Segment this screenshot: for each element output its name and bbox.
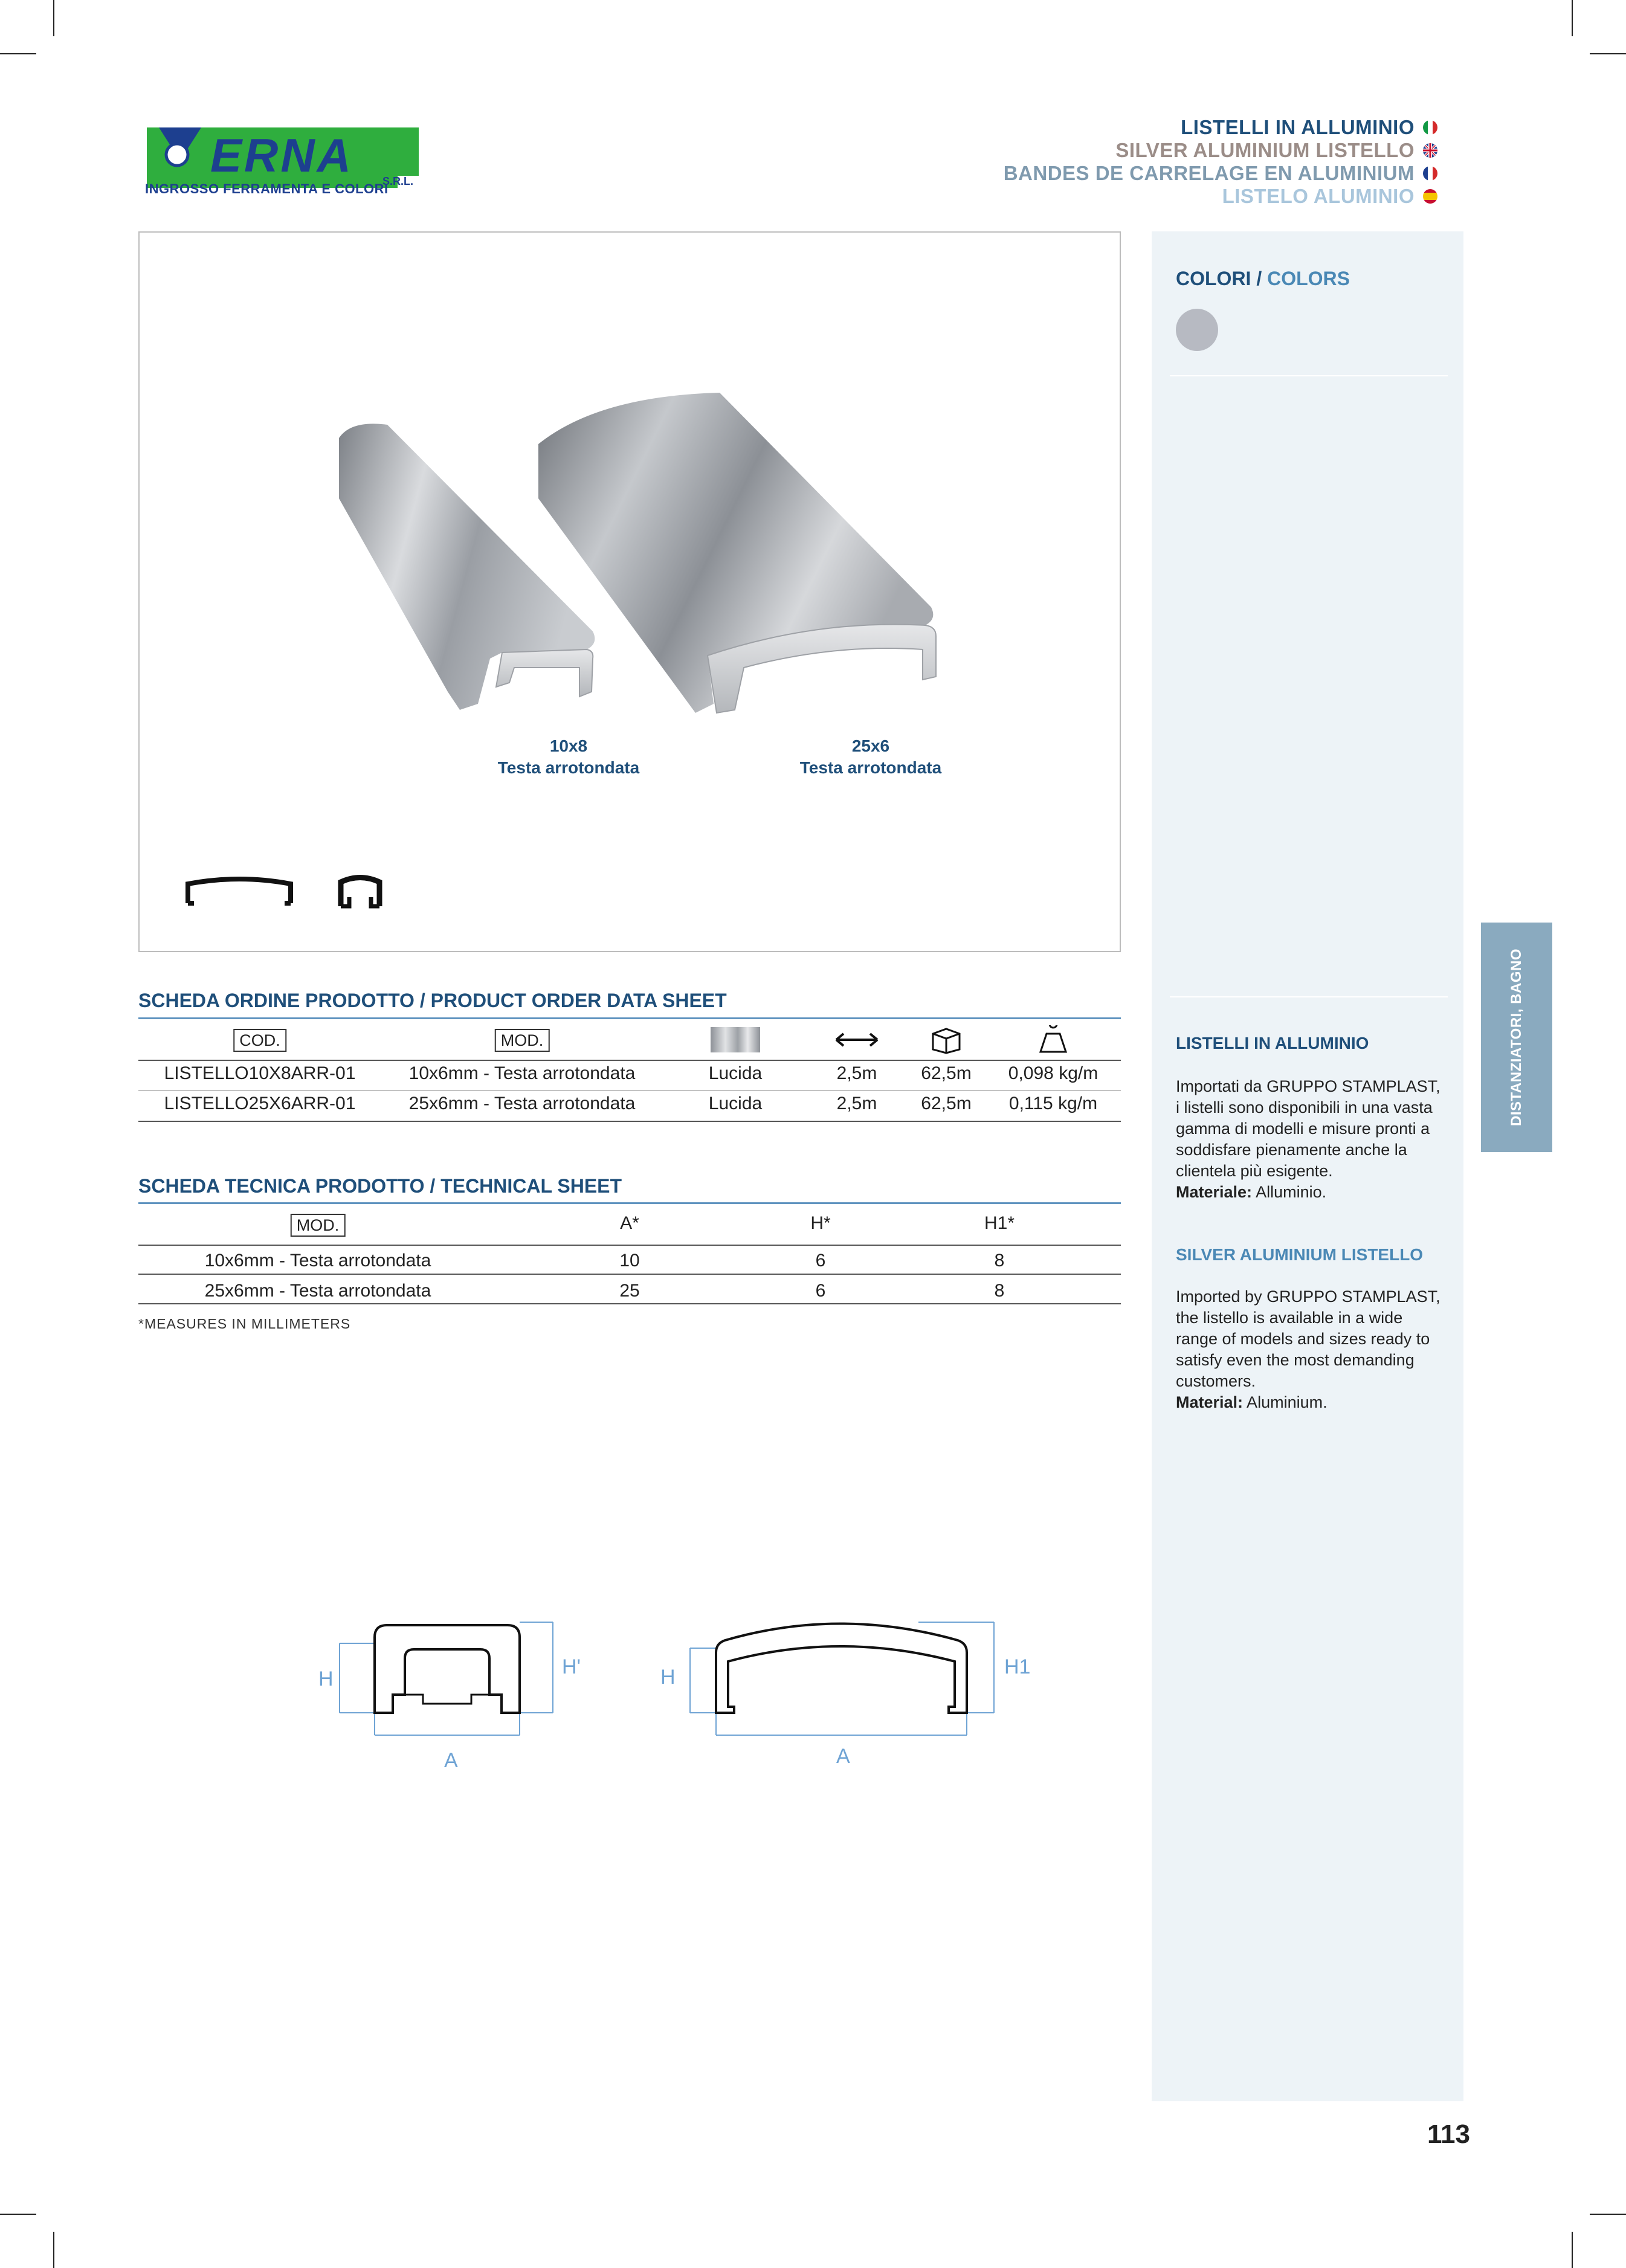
caption-large-profile: 25x6 Testa arrotondata <box>799 736 942 777</box>
large-profile-drawing <box>659 1607 997 1788</box>
sidebar-divider <box>1170 996 1448 997</box>
caption-small-profile: 10x8 Testa arrotondata <box>497 736 640 777</box>
left-h1-label: H' <box>562 1655 581 1678</box>
tech-cell-mod: 25x6mm - Testa arrotondata <box>204 1281 431 1301</box>
tech-cell-h: 6 <box>815 1281 826 1301</box>
tech-row-rule <box>138 1274 1121 1275</box>
tech-cell-a: 25 <box>619 1281 640 1301</box>
title-french: BANDES DE CARRELAGE EN ALUMINIUM <box>1004 162 1437 185</box>
crop-mark <box>53 0 54 36</box>
page-number: 113 <box>1427 2119 1470 2149</box>
svg-text:S.R.L.: S.R.L. <box>382 175 414 187</box>
cell-mod: 10x6mm - Testa arrotondata <box>408 1063 636 1083</box>
tech-h1-header: H1* <box>984 1213 1015 1233</box>
title-english: SILVER ALUMINIUM LISTELLO <box>1004 139 1437 162</box>
cell-pack: 62,5m <box>921 1063 972 1083</box>
narrow-profile-section-icon <box>336 873 384 909</box>
left-h-label: H <box>318 1667 334 1690</box>
uk-flag-icon <box>1423 143 1437 158</box>
cell-mod: 25x6mm - Testa arrotondata <box>408 1094 636 1113</box>
cod-header: COD. <box>233 1029 286 1052</box>
tech-cell-h1: 8 <box>994 1281 1005 1301</box>
title-spanish: LISTELO ALUMINIO <box>1004 185 1437 208</box>
crop-mark <box>0 53 36 54</box>
color-swatch <box>1176 309 1218 351</box>
product-illustration <box>140 233 1120 951</box>
crop-mark <box>0 2214 36 2215</box>
cell-cod: LISTELLO10X8ARR-01 <box>164 1063 356 1083</box>
cell-weight: 0,115 kg/m <box>1008 1094 1098 1113</box>
tech-header-rule <box>138 1245 1121 1246</box>
cell-pack: 62,5m <box>921 1094 972 1113</box>
sidebar-divider <box>1170 375 1448 376</box>
right-a-label: A <box>836 1745 850 1768</box>
length-arrow-icon <box>834 1031 880 1049</box>
it-section-title: LISTELLI IN ALLUMINIO <box>1176 1034 1369 1052</box>
tech-cell-h1: 8 <box>994 1251 1005 1271</box>
finish-swatch-icon <box>711 1027 760 1052</box>
right-h-label: H <box>660 1666 676 1689</box>
france-flag-icon <box>1423 166 1437 181</box>
tech-sheet-title: SCHEDA TECNICA PRODOTTO / TECHNICAL SHEET <box>138 1175 622 1197</box>
header-titles <box>1004 116 1437 208</box>
title-italian: LISTELLI IN ALLUMINIO <box>1004 116 1437 139</box>
cell-weight: 0,098 kg/m <box>1008 1063 1099 1083</box>
crop-mark <box>53 2232 54 2268</box>
tech-a-header: A* <box>620 1213 639 1233</box>
order-sheet-rule <box>138 1017 1121 1019</box>
category-tab[interactable]: DISTANZIATORI, BAGNO <box>1481 923 1552 1152</box>
measures-note: *MEASURES IN MILLIMETERS <box>138 1316 351 1332</box>
right-h1-label: H1 <box>1004 1655 1031 1678</box>
order-bottom-rule <box>138 1121 1121 1122</box>
en-description: Imported by GRUPPO STAMPLAST, the listello is available in a wide range of models and sizes ready to satisfy even the most demanding customers. Material: Aluminium. <box>1176 1287 1440 1411</box>
cell-finish: Lucida <box>708 1063 763 1083</box>
svg-text:ERNA: ERNA <box>210 129 354 182</box>
spain-flag-icon <box>1423 189 1437 204</box>
crop-mark <box>1590 2214 1626 2215</box>
colors-heading: COLORI / COLORS <box>1176 268 1350 289</box>
tech-cell-h: 6 <box>815 1251 826 1271</box>
cell-cod: LISTELLO25X6ARR-01 <box>164 1094 356 1113</box>
order-sheet-title: SCHEDA ORDINE PRODOTTO / PRODUCT ORDER DATA SHEET <box>138 990 727 1011</box>
weight-icon <box>1038 1025 1068 1054</box>
left-a-label: A <box>444 1749 458 1772</box>
wide-profile-section-icon <box>185 873 294 909</box>
tech-cell-a: 10 <box>619 1251 640 1271</box>
sidebar <box>1152 231 1463 2101</box>
it-description: Importati da GRUPPO STAMPLAST, i listelli sono disponibili in una vasta gamma di modelli e misure pronti a soddisfare pienamente anche la clientela più esigente. Materiale: Alluminio. <box>1176 1077 1440 1201</box>
package-box-icon <box>929 1025 963 1054</box>
logo-subtitle: INGROSSO FERRAMENTA E COLORI <box>145 181 389 196</box>
product-photo-frame <box>138 231 1121 952</box>
italy-flag-icon <box>1423 120 1437 135</box>
cell-length: 2,5m <box>836 1094 877 1113</box>
crop-mark <box>1590 53 1626 54</box>
order-header-rule <box>138 1060 1121 1061</box>
en-section-title: SILVER ALUMINIUM LISTELLO <box>1176 1245 1424 1264</box>
cell-finish: Lucida <box>708 1094 763 1113</box>
crop-mark <box>1572 2232 1573 2268</box>
tech-bottom-rule <box>138 1303 1121 1304</box>
tech-mod-header: MOD. <box>291 1214 346 1237</box>
cell-length: 2,5m <box>836 1063 877 1083</box>
tech-cell-mod: 10x6mm - Testa arrotondata <box>204 1251 431 1271</box>
tech-sheet-rule <box>138 1202 1121 1204</box>
crop-mark <box>1572 0 1573 36</box>
mod-header: MOD. <box>495 1029 550 1052</box>
tech-h-header: H* <box>810 1213 831 1233</box>
